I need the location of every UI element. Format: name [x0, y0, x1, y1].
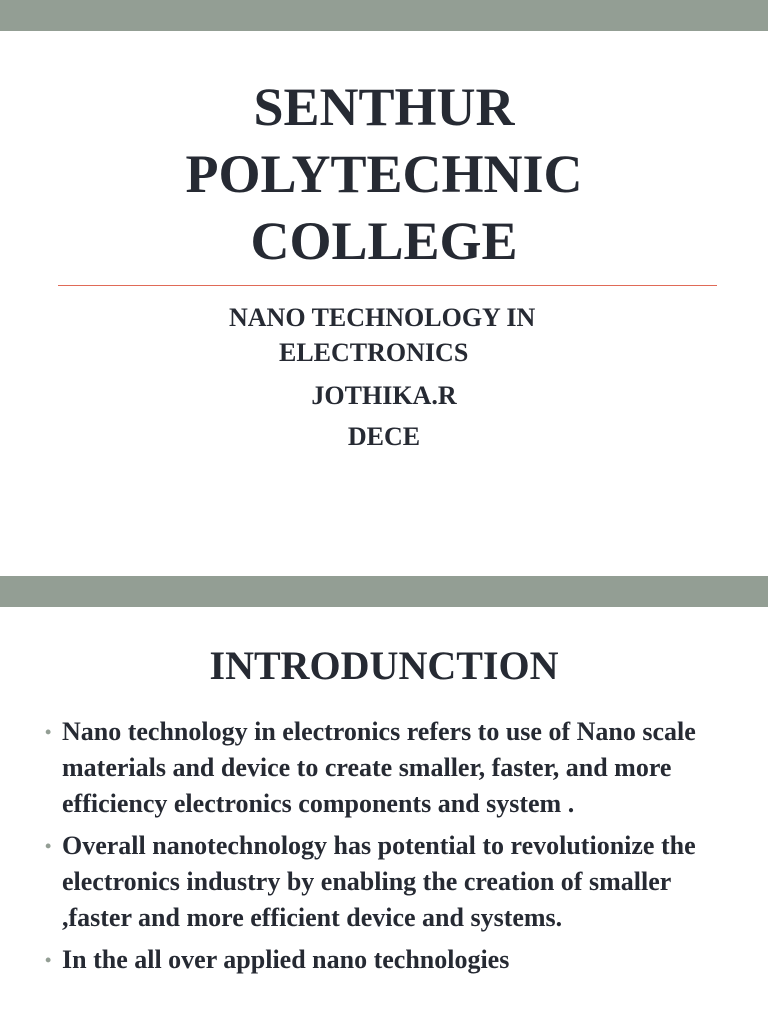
author-name: JOTHIKA.R: [311, 381, 457, 410]
bullet-text: In the all over applied nano technologies: [62, 945, 510, 974]
top-accent-band: [0, 0, 768, 31]
list-item: [0, 828, 768, 936]
bullet-icon: •: [45, 836, 52, 856]
title-divider: [58, 285, 717, 286]
title-line-2: POLYTECHNIC: [185, 144, 583, 204]
slide-separator-band: [0, 576, 768, 607]
subtitle-topic-line2: ELECTRONICS: [279, 338, 469, 367]
bullet-text: Nano technology in electronics refers to use of Nano scale materials and device to create smaller, faster, and more efficiency electronics components and system .: [62, 717, 696, 818]
department: DECE: [347, 422, 421, 451]
title-line-3: COLLEGE: [250, 211, 518, 271]
bullet-text: Overall nanotechnology has potential to revolutionize the electronics industry by enabling the creation of smaller ,faster and more efficient device and systems.: [62, 831, 696, 932]
list-item: [0, 714, 768, 822]
bullet-list: [0, 714, 768, 984]
bullet-icon: •: [45, 950, 52, 970]
list-item: [0, 942, 768, 978]
title-line-1: SENTHUR: [253, 77, 515, 137]
introduction-heading: INTRODUNCTION: [209, 643, 559, 688]
subtitle-topic-line1: NANO TECHNOLOGY IN: [229, 303, 536, 332]
bullet-icon: •: [45, 722, 52, 742]
slide-title-college: [0, 74, 768, 275]
